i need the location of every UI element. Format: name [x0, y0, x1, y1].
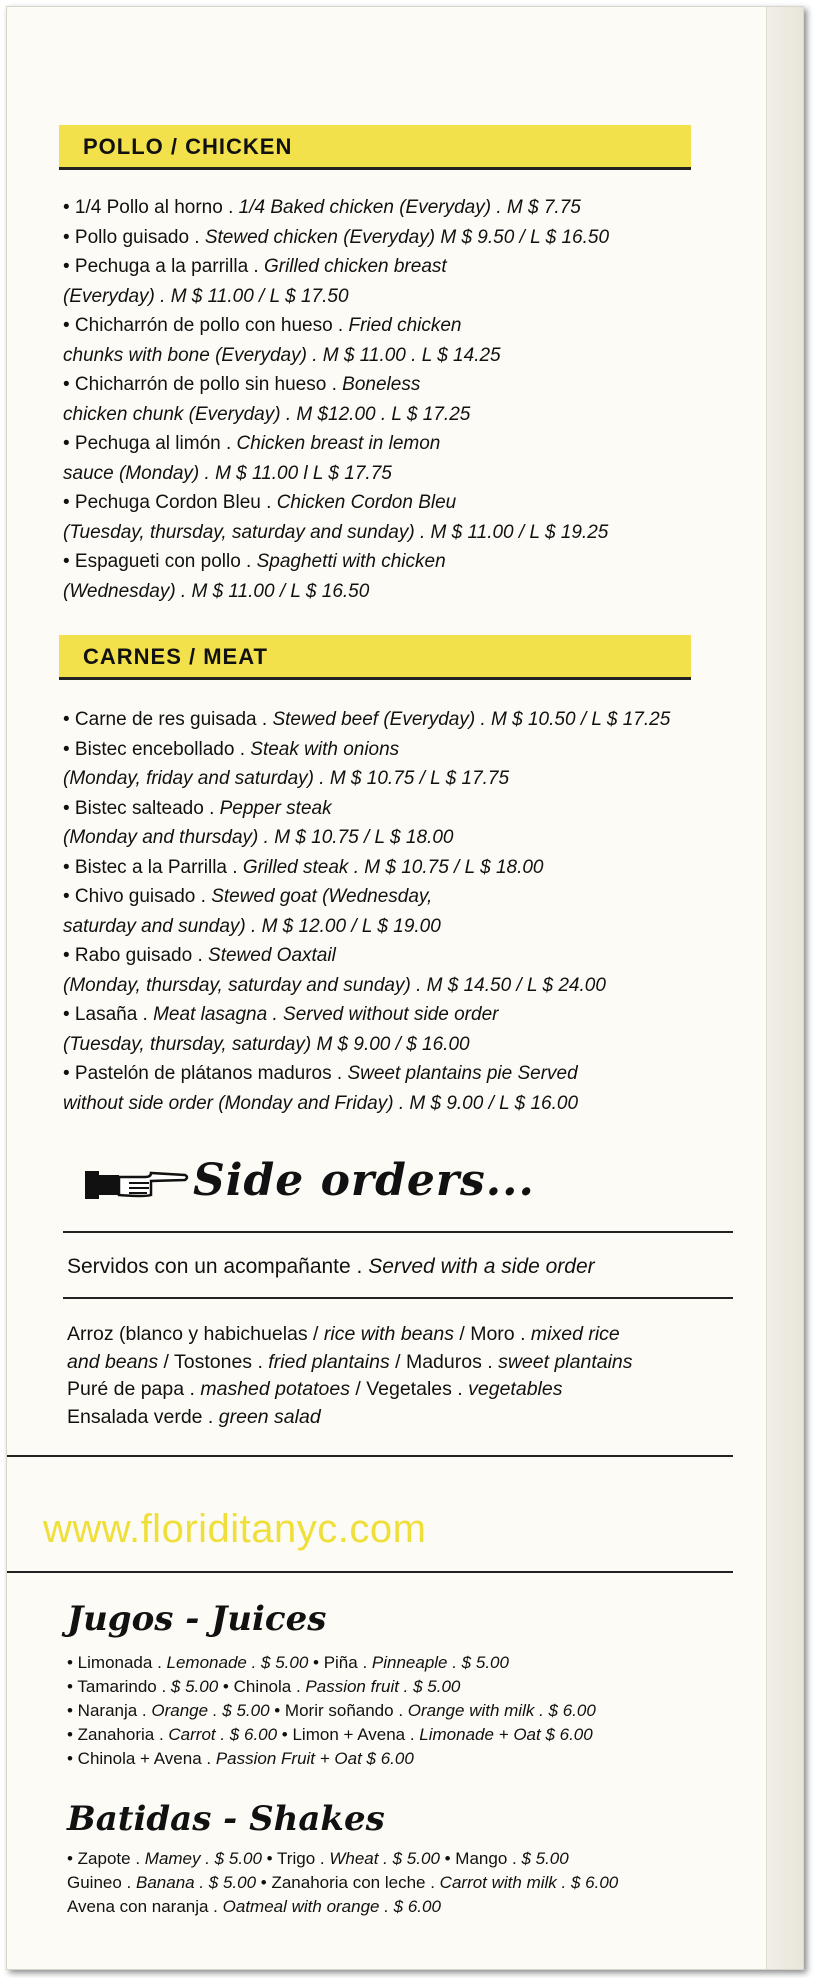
item-description: (Wednesday) . M $ 11.00 / L $ 16.50 [63, 580, 370, 602]
side-orders-list [67, 1321, 757, 1431]
chicken-header-label: POLLO / CHICKEN [83, 134, 293, 159]
item-name: • 1/4 Pollo al horno . [63, 197, 239, 218]
item-name: • Espagueti con pollo . [63, 551, 257, 572]
list-line [67, 1847, 767, 1871]
item-description: Chicken breast in lemon [236, 433, 441, 454]
english-text: Oatmeal with orange . $ 6.00 [222, 1897, 441, 1916]
item-name: • Lasaña . [63, 1004, 154, 1025]
english-text: rice with beans [323, 1323, 454, 1345]
list-line [67, 1675, 767, 1699]
chicken-item-list [63, 193, 763, 606]
list-line [67, 1404, 757, 1432]
subtitle-en: Served with a side order [368, 1255, 595, 1278]
item-name: • Bistec salteado . [63, 797, 220, 819]
spanish-text: • Piña . [308, 1653, 372, 1672]
spanish-text: Guineo . [67, 1873, 136, 1892]
menu-item-line [63, 547, 763, 577]
item-description: (Everyday) . M $ 11.00 / L $ 17.50 [63, 285, 349, 307]
item-description: (Tuesday, thursday, saturday) M $ 9.00 / $ 16.00 [63, 1033, 470, 1055]
menu-item-line [63, 1030, 763, 1060]
spanish-text: • Morir soñando . [269, 1701, 408, 1720]
spanish-text: • Zapote . [67, 1849, 145, 1868]
menu-item-line [63, 823, 763, 853]
item-description: 1/4 Baked chicken (Everyday) . M $ 7.75 [238, 197, 581, 218]
menu-item-line [63, 429, 763, 459]
item-description: Steak with onions [250, 738, 400, 760]
spanish-text: Avena con naranja . [67, 1897, 223, 1916]
list-line [67, 1871, 767, 1895]
menu-item-line [63, 735, 763, 765]
menu-item-line [63, 577, 763, 607]
menu-item-line [63, 370, 763, 400]
item-description: Pepper steak [219, 797, 332, 819]
english-text: Mamey . $ 5.00 [144, 1849, 262, 1868]
menu-item-line [63, 282, 763, 312]
english-text: fried plantains [268, 1350, 390, 1373]
meat-item-list [63, 705, 763, 1118]
item-description: (Monday and thursday) . M $ 10.75 / L $ 18.00 [63, 827, 454, 848]
shakes-title: Batidas - Shakes [67, 1799, 385, 1839]
menu-item-line [63, 341, 763, 371]
menu-page [6, 6, 804, 1970]
english-text: Carrot with milk . $ 6.00 [439, 1873, 619, 1892]
spanish-text: • Zanahoria con leche . [256, 1873, 440, 1892]
english-text: Carrot . $ 6.00 [168, 1725, 278, 1744]
divider [7, 1455, 733, 1457]
english-text: vegetables [468, 1378, 563, 1400]
item-description: Stewed chicken (Everyday) M $ 9.50 / L $ 16.50 [204, 226, 610, 248]
item-description: Stewed goat (Wednesday, [211, 886, 433, 907]
spanish-text: • Limon + Avena . [277, 1725, 420, 1744]
item-description: sauce (Monday) . M $ 11.00 l L $ 17.75 [63, 462, 392, 484]
spanish-text: Ensalada verde . [67, 1405, 219, 1428]
menu-item-line [63, 912, 763, 942]
english-text: Wheat . $ 5.00 [329, 1849, 440, 1868]
spanish-text: / Vegetales . [349, 1378, 469, 1400]
spanish-text: • Naranja . [67, 1701, 152, 1720]
item-name: • Pollo guisado . [63, 226, 205, 248]
english-text: and beans [67, 1350, 159, 1373]
english-text: $ 5.00 [170, 1677, 219, 1696]
spanish-text: • Chinola + Avena . [67, 1749, 216, 1768]
item-description: Stewed beef (Everyday) . M $ 10.50 / L $ 17.25 [272, 709, 671, 730]
item-description: without side order (Monday and Friday) . M $ 9.00 / L $ 16.00 [63, 1092, 579, 1114]
divider [7, 1571, 733, 1573]
spanish-text: Puré de papa . [67, 1378, 201, 1400]
spanish-text: • Tamarindo . [67, 1677, 171, 1696]
item-name: • Chicharrón de pollo sin hueso . [63, 374, 343, 395]
item-description: Meat lasagna . Served without side order [153, 1004, 499, 1025]
spanish-text: • Limonada . [67, 1653, 167, 1672]
menu-item-line [63, 1059, 763, 1089]
list-line [67, 1895, 767, 1919]
item-description: Grilled chicken breast [263, 256, 447, 277]
item-name: • Chicharrón de pollo con hueso . [63, 315, 349, 336]
menu-item-line [63, 518, 763, 548]
chicken-section-header [59, 125, 691, 170]
menu-item-line [63, 223, 763, 253]
item-description: Grilled steak . M $ 10.75 / L $ 18.00 [242, 856, 544, 878]
item-name: • Pechuga Cordon Bleu . [63, 492, 277, 513]
spanish-text: / Moro . [453, 1323, 531, 1345]
spanish-text: • Mango . [439, 1849, 522, 1868]
menu-item-line [63, 705, 763, 735]
item-name: • Pechuga al limón . [63, 433, 237, 454]
side-orders-subtitle [67, 1255, 595, 1279]
shakes-list [67, 1847, 767, 1919]
item-name: • Bistec encebollado . [63, 738, 251, 760]
spanish-text: Arroz (blanco y habichuelas / [67, 1323, 324, 1345]
english-text: sweet plantains [498, 1350, 633, 1373]
item-description: (Tuesday, thursday, saturday and sunday) . M $ 11.00 / L $ 19.25 [63, 521, 609, 543]
item-name: • Rabo guisado . [63, 945, 209, 966]
page-fold [766, 7, 803, 1969]
subtitle-es: Servidos con un acompañante . [67, 1255, 369, 1278]
list-line [67, 1747, 767, 1771]
english-text: Orange . $ 5.00 [151, 1701, 270, 1720]
english-text: mashed potatoes [200, 1378, 350, 1400]
list-line [67, 1723, 767, 1747]
website-url: www.floriditanyc.com [43, 1507, 427, 1551]
item-description: Stewed Oaxtail [208, 945, 336, 966]
item-description: saturday and sunday) . M $ 12.00 / L $ 19.00 [63, 915, 441, 937]
menu-item-line [63, 1089, 763, 1119]
english-text: Banana . $ 5.00 [136, 1873, 257, 1892]
item-name: • Pechuga a la parrilla . [63, 256, 264, 277]
item-description: Boneless [342, 374, 421, 395]
juices-list [67, 1651, 767, 1771]
menu-item-line [63, 311, 763, 341]
divider [63, 1297, 733, 1299]
item-description: Fried chicken [348, 315, 462, 336]
menu-item-line [63, 882, 763, 912]
english-text: Lemonade . $ 5.00 [166, 1653, 309, 1672]
english-text: Limonade + Oat $ 6.00 [419, 1725, 593, 1744]
meat-header-label: CARNES / MEAT [83, 644, 268, 669]
item-description: Spaghetti with chicken [256, 551, 446, 572]
menu-item-line [63, 193, 763, 223]
list-line [67, 1651, 767, 1675]
menu-item-line [63, 459, 763, 489]
meat-section-header [59, 635, 691, 680]
side-orders-title: Side orders... [193, 1155, 535, 1206]
menu-item-line [63, 764, 763, 794]
item-description: chicken chunk (Everyday) . M $12.00 . L $ 17.25 [63, 403, 471, 425]
english-text: Passion Fruit + Oat $ 6.00 [215, 1749, 414, 1768]
spanish-text: • Chinola . [218, 1677, 306, 1696]
menu-item-line [63, 941, 763, 971]
list-line [67, 1376, 757, 1404]
item-name: • Bistec a la Parrilla . [63, 856, 243, 878]
divider [63, 1231, 733, 1233]
list-line [67, 1699, 767, 1723]
menu-item-line [63, 971, 763, 1001]
menu-item-line [63, 252, 763, 282]
english-text: green salad [218, 1405, 321, 1428]
menu-item-line [63, 1000, 763, 1030]
item-description: Sweet plantains pie Served [347, 1063, 578, 1084]
spanish-text: / Maduros . [389, 1350, 499, 1373]
menu-item-line [63, 488, 763, 518]
spanish-text: • Trigo . [261, 1849, 330, 1868]
spanish-text: • Zanahoria . [67, 1725, 169, 1744]
spanish-text: / Tostones . [158, 1350, 269, 1373]
item-description: Chicken Cordon Bleu [276, 492, 457, 513]
item-name: • Pastelón de plátanos maduros . [63, 1063, 348, 1084]
juices-title: Jugos - Juices [67, 1599, 327, 1639]
english-text: $ 5.00 [521, 1849, 569, 1868]
english-text: Pinneaple . $ 5.00 [371, 1653, 509, 1672]
item-description: chunks with bone (Everyday) . M $ 11.00 . L $ 14.25 [63, 344, 501, 366]
menu-item-line [63, 853, 763, 883]
item-name: • Chivo guisado . [63, 886, 212, 907]
item-name: • Carne de res guisada . [63, 709, 273, 730]
menu-item-line [63, 400, 763, 430]
english-text: Passion fruit . $ 5.00 [305, 1677, 461, 1696]
item-description: (Monday, thursday, saturday and sunday) . M $ 14.50 / L $ 24.00 [63, 974, 606, 996]
list-line [67, 1349, 757, 1377]
menu-item-line [63, 794, 763, 824]
list-line [67, 1321, 757, 1349]
pointing-hand-icon [85, 1167, 189, 1203]
english-text: mixed rice [530, 1323, 620, 1345]
english-text: Orange with milk . $ 6.00 [407, 1701, 596, 1720]
item-description: (Monday, friday and saturday) . M $ 10.75 / L $ 17.75 [63, 768, 510, 789]
